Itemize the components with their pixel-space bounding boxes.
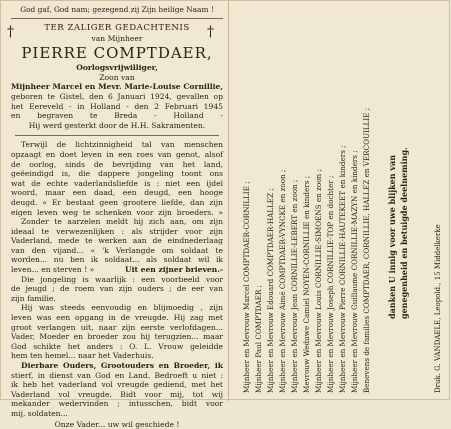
mourner-line: Mijnheer Paul COMPTDAER ; (254, 284, 263, 393)
mourner-line: Mijnheer en Mevrouw Pierre CORNILLIE-HAUTEKEET en kinders ; (338, 145, 347, 393)
text-line: wat de echte vaderlandsliefde is : niet een ijdel (11, 178, 223, 188)
text-line: de jeugd ; de roem van zijn ouders ; de eer van (11, 284, 223, 294)
text-line: ik heb het vaderland vol vreugde gediend, met het (11, 380, 223, 390)
text-line: groot verlangen uit, naar zijn eerste verlofdagen... (11, 322, 223, 332)
text-line: Zonder te aarzelen meldt hij zich aan, om zijn (21, 217, 223, 227)
text-line: opzaagt en doet leven in een roes van genot, alsof (11, 149, 223, 159)
status-line: Oorlogsvrijwilliger, (76, 63, 158, 73)
text-line: Hij was steeds eenvoudig en blijmoedig , zijn (21, 303, 223, 313)
text-line: zijn familie. (11, 293, 56, 303)
mourner-line: Mevrouw Weduwe Camiel NOYEN-CORNILLIE en kinders ; (302, 175, 311, 393)
mourner-line: Benevens de families COMPTDAER, CORNILLIE, HALLEZ en VERCOUILLIE ; (362, 107, 371, 393)
text-line: leven was een opgang in de vreugde. Hij zag met (11, 313, 223, 323)
mourner-line: Mijnheer en Mevrouw Jean CORNILLIE-LEBERT en zoon ; (290, 179, 299, 393)
text-line: God schikte het anders : O. L. Vrouw geleidde (11, 341, 223, 351)
motto: God gaf, God nam; gezegend zij Zijn heilige Naam ! (20, 5, 214, 14)
letter-subheading: Uit een zijner brieven.- (124, 265, 223, 275)
text-line: mij, soldaten... (11, 408, 68, 418)
text-line: woord, maar een daad, een deugd, een hooge (11, 188, 223, 198)
text-line: mekander wedervinden ; intusschen, bidt voor (11, 399, 223, 409)
text-line: deugd. « Er bestaat geen grootere liefde, dan zijn (11, 197, 223, 207)
text-line: leven... en sterven ! » (11, 265, 95, 275)
left-panel (1, 1, 229, 429)
mourner-line: Mijnheer en Mevrouw Joseph CORNILLIE-TOP en dochter ; (326, 175, 335, 393)
bio-line: Hij werd gesterkt door de H.H. Sakramenten. (28, 120, 206, 130)
bio-line: Mijnheer Marcel en Mevr. Marie-Louise Cornillie, (11, 82, 223, 92)
memorial-heading: TER ZALIGER GEDACHTENIS (44, 22, 190, 33)
divider (11, 18, 223, 19)
text-line: geëeindigd is, die dappere jongeling toont ons (11, 169, 223, 179)
text-line: ideaal te verwezenlijken : als strijder voor zijn (11, 226, 223, 236)
text-line: Onze Vader... uw wil geschiede ! (54, 419, 180, 429)
text-line: stierf, in dienst van God en Land. Bedroeft u niet : (11, 370, 223, 380)
text-line: worden... nu ben ik soldaat... als soldaat wil ik (11, 255, 223, 265)
bio-line: en begraven te Breda - Holland - (11, 111, 223, 121)
son-of-line: Zoon van (99, 72, 135, 82)
text-line: hem ten hemel... naar het Vaderhuis. (11, 351, 154, 361)
right-panel (230, 1, 451, 401)
thanks-line: danken U innig voor uwe blijken van (387, 154, 397, 319)
text-line: Die jongeling is waarlijk : een voorbeeld voor (21, 274, 223, 284)
deceased-name: PIERRE COMPTDAER, (21, 44, 213, 63)
bio-line: geboren te Gistel, den 6 Januari 1924, gevallen op (11, 91, 223, 101)
text-line: Vaderland, mede te werken aan de eindnederlaag (11, 236, 223, 246)
bio-line: het Eereveld - in Holland - den 2 Februari 1945 (11, 101, 223, 111)
divider (15, 135, 219, 136)
text-line: de oorlog, sinds de bevrijding van het land, (11, 159, 223, 169)
printer-credit: Druk. G. VANDAELE, Leopold., 15 Middelkerke (434, 224, 442, 393)
fold-line (228, 1, 229, 401)
text-line-with-subheading (11, 265, 223, 275)
cross-icon-left: † (7, 24, 14, 40)
cross-icon-right: † (207, 24, 214, 40)
mourner-line: Mijnheer en Mevrouw Aimé COMPTDAER-VYNCKE en zoon ; (278, 169, 287, 393)
mourner-line: Mijnheer en Mevrouw Marcel COMPTDAER-CORNILLIE ; (242, 181, 251, 393)
text-line: Vader, Moeder en broeder zou hij terugzien... maar (11, 332, 223, 342)
text-line: Terwijl de lichtzinnigheid tal van menschen (21, 140, 223, 150)
text-line: van den vijand... « 'k Verlangde om soldaat te (11, 245, 223, 255)
text-line: Vaderland vol vreugde. Bidt voor mij, tot wij (11, 389, 223, 399)
text-line: Dierbare Ouders, Grootouders en Broeder, ik (21, 361, 223, 370)
mourner-line: Mijnheer en Mevrouw Guillaume CORNILLIE-MAZYN en kinders ; (350, 150, 359, 393)
mourner-line: Mijnheer en Mevrouw Louis CORNILLIE-SIMOENS en zoon ; (314, 169, 323, 393)
of-line: van Mijnheer (91, 33, 143, 43)
mourner-line: Mijnheer en Mevrouw Edouard COMPTDAER-HALLEZ ; (266, 188, 275, 393)
text-line: eigen leven weg te schenken voor zijn broeders. » (11, 207, 223, 217)
thanks-line: genegenheid en betuigde deelneming. (399, 147, 409, 319)
